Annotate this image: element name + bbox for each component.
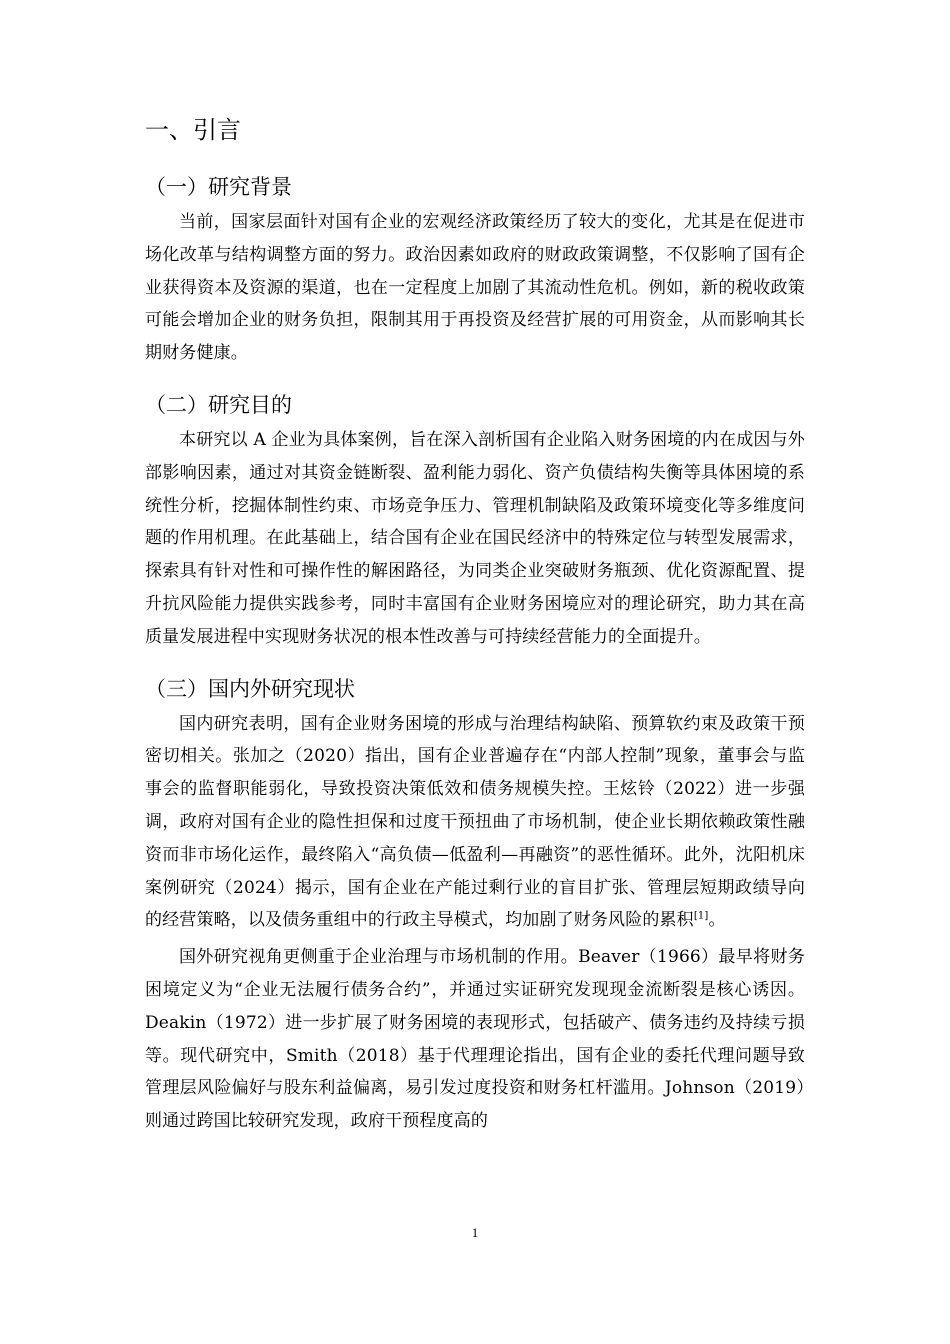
- chapter-title: 一、引言: [145, 116, 241, 144]
- paragraph-text: 国内研究表明，国有企业财务困境的形成与治理结构缺陷、预算软约束及政策干预密切相关。张加之（2020）指出，国有企业普遍存在“内部人控制”现象，董事会与监事会的监督职能弱化，导致投资决策低效和债务规模失控。王炫铃（2022）进一步强调，政府对国有企业的隐性担保和过度干预扭曲了市场机制，使企业长期依赖政策性融资而非市场化运作，最终陷入“高负债—低盈利—再融资”的恶性循环。此外，沈阳机床案例研究（2024）揭示，国有企业在产能过剩行业的盲目扩张、管理层短期政绩导向的经营策略，以及债务重组中的行政主导模式，均加剧了财务风险的累积: [145, 713, 805, 931]
- citation-marker[interactable]: [1]: [693, 910, 709, 922]
- page-body: [145, 112, 805, 1138]
- body-paragraph: 当前，国家层面针对国有企业的宏观经济政策经历了较大的变化，尤其是在促进市场化改革与结构调整方面的努力。政治因素如政府的财政政策调整，不仅影响了国有企业获得资本及资源的渠道，也在一定程度上加剧了其流动性危机。例如，新的税收政策可能会增加企业的财务负担，限制其用于再投资及经营扩展的可用资金，从而影响其长期财务健康。: [145, 212, 805, 364]
- section-background: [145, 172, 805, 202]
- section-heading: （一）研究背景: [145, 175, 292, 199]
- section-purpose: [145, 390, 805, 420]
- paragraph-end: 。: [708, 910, 726, 931]
- body-paragraph: 国外研究视角更侧重于企业治理与市场机制的作用。Beaver（1966）最早将财务困境定义为“企业无法履行债务合约”，并通过实证研究发现现金流断裂是核心诱因。Deakin（1972）进一步扩展了财务困境的表现形式，包括破产、债务违约及持续亏损等。现代研究中，Smith（2018）基于代理理论指出，国有企业的委托代理问题导致管理层风险偏好与股东利益偏离，易引发过度投资和财务杠杆滥用。Johnson（2019）则通过跨国比较研究发现，政府干预程度高的: [145, 947, 805, 1132]
- section-heading: （三）国内外研究现状: [145, 676, 355, 701]
- section-literature: [145, 674, 805, 704]
- section-heading: （二）研究目的: [145, 392, 292, 417]
- page-number: 1: [471, 1225, 479, 1240]
- body-paragraph: 本研究以 A 企业为具体案例，旨在深入剖析国有企业陷入财务困境的内在成因与外部影响因素，通过对其资金链断裂、盈利能力弱化、资产负债结构失衡等具体困境的系统性分析，挖掘体制性约束、市场竞争压力、管理机制缺陷及政策环境变化等多维度问题的作用机理。在此基础上，结合国有企业在国民经济中的特殊定位与转型发展需求，探索具有针对性和可操作性的解困路径，为同类企业突破财务瓶颈、优化资源配置、提升抗风险能力提供实践参考，同时丰富国有企业财务困境应对的理论研究，助力其在高质量发展进程中实现财务状况的根本性改善与可持续经营能力的全面提升。: [145, 429, 805, 647]
- body-paragraph: [145, 708, 805, 938]
